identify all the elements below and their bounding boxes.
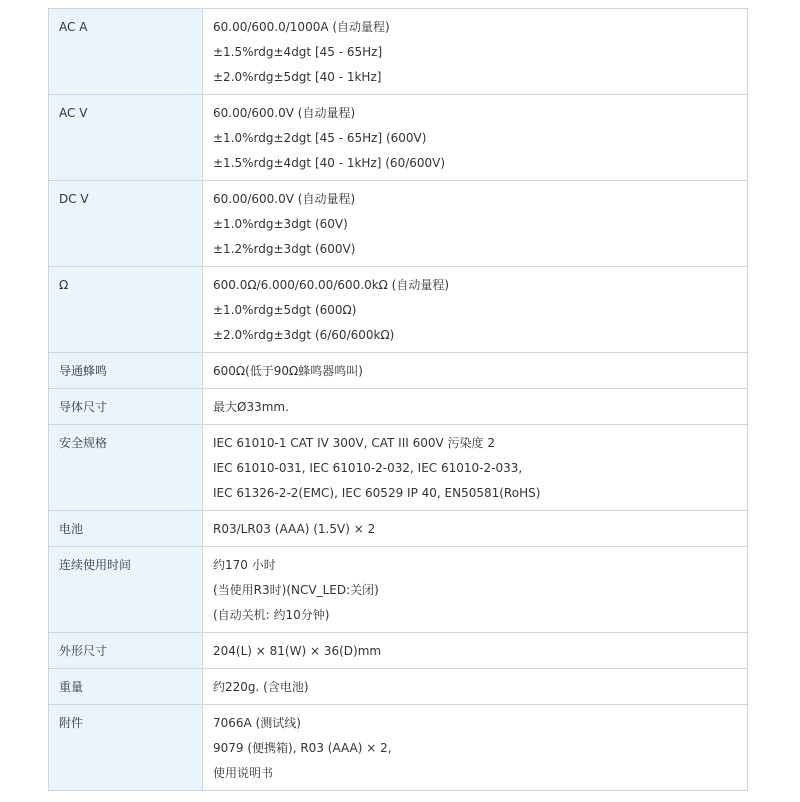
spec-row-conductor-size <box>49 389 748 425</box>
spec-row-accessories <box>49 705 748 791</box>
spec-value-line: 600Ω(低于90Ω蜂鸣器鸣叫) <box>213 364 363 378</box>
spec-row-continuous-use <box>49 547 748 633</box>
spec-value-line: 最大Ø33mm. <box>213 400 289 414</box>
spec-value-line: 60.00/600.0V (自动量程) <box>213 192 356 206</box>
spec-value-line: 204(L) × 81(W) × 36(D)mm <box>213 644 382 658</box>
spec-label: 安全规格 <box>59 436 108 450</box>
spec-label: DC V <box>59 192 89 206</box>
spec-value-line: ±1.0%rdg±5dgt (600Ω) <box>213 303 357 317</box>
spec-value-line: ±1.5%rdg±4dgt [40 - 1kHz] (60/600V) <box>213 156 446 170</box>
spec-row-resistance <box>49 267 748 353</box>
spec-row-safety <box>49 425 748 511</box>
spec-value-line: ±1.0%rdg±2dgt [45 - 65Hz] (600V) <box>213 131 427 145</box>
spec-value-line: ±1.0%rdg±3dgt (60V) <box>213 217 348 231</box>
spec-value-line: R03/LR03 (AAA) (1.5V) × 2 <box>213 522 376 536</box>
spec-value-line: 7066A (测试线) <box>213 716 301 730</box>
spec-label: AC V <box>59 106 88 120</box>
spec-row-dc-v <box>49 181 748 267</box>
spec-value-line: 60.00/600.0/1000A (自动量程) <box>213 20 390 34</box>
spec-label: Ω <box>59 278 69 292</box>
spec-table <box>48 8 748 791</box>
spec-value-line: ±2.0%rdg±5dgt [40 - 1kHz] <box>213 70 382 84</box>
spec-row-weight <box>49 669 748 705</box>
spec-value-line: ±1.5%rdg±4dgt [45 - 65Hz] <box>213 45 383 59</box>
spec-value-line: IEC 61010-031, IEC 61010-2-032, IEC 61010-2-033, <box>213 461 523 475</box>
spec-label: 重量 <box>59 680 84 694</box>
spec-value-line: 600.0Ω/6.000/60.00/600.0kΩ (自动量程) <box>213 278 450 292</box>
spec-value-line: IEC 61326-2-2(EMC), IEC 60529 IP 40, EN50581(RoHS) <box>213 486 541 500</box>
spec-value-line: ±2.0%rdg±3dgt (6/60/600kΩ) <box>213 328 395 342</box>
spec-label: AC A <box>59 20 88 34</box>
spec-value-line: ±1.2%rdg±3dgt (600V) <box>213 242 356 256</box>
spec-label: 导体尺寸 <box>59 400 108 414</box>
spec-value-line: (自动关机: 约10分钟) <box>213 608 330 622</box>
spec-value-line: IEC 61010-1 CAT IV 300V, CAT III 600V 污染度 2 <box>213 436 495 450</box>
spec-label: 电池 <box>59 522 84 536</box>
spec-value-line: 约220g. (含电池) <box>213 680 309 694</box>
spec-value-line: 9079 (便携箱), R03 (AAA) × 2, <box>213 741 392 755</box>
spec-value-line: 约170 小时 <box>213 558 276 572</box>
spec-row-battery <box>49 511 748 547</box>
spec-value-line: 使用说明书 <box>213 766 274 780</box>
spec-label: 导通蜂鸣 <box>59 364 108 378</box>
spec-label: 连续使用时间 <box>59 558 132 572</box>
spec-row-continuity <box>49 353 748 389</box>
spec-value-line: (当使用R3时)(NCV_LED:关闭) <box>213 583 379 597</box>
spec-label: 附件 <box>59 716 84 730</box>
spec-value-line: 60.00/600.0V (自动量程) <box>213 106 356 120</box>
spec-label: 外形尺寸 <box>59 644 108 658</box>
spec-row-dimensions <box>49 633 748 669</box>
spec-row-ac-v <box>49 95 748 181</box>
spec-row-ac-a <box>49 9 748 95</box>
